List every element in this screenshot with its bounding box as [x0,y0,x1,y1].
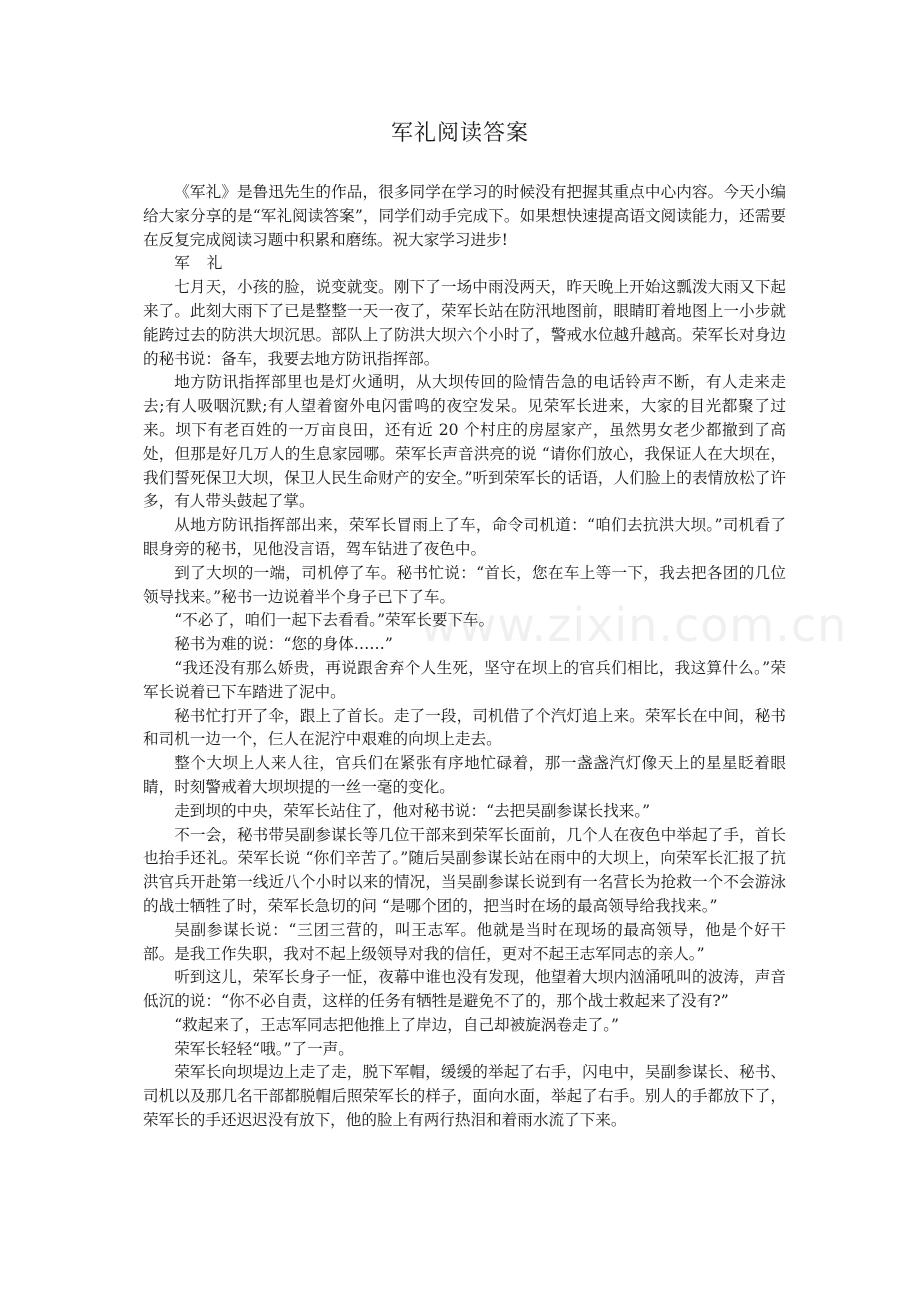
story-paragraph: 地方防讯指挥部里也是灯火通明，从大坝传回的险情告急的电话铃声不断，有人走来走去;有人吸咽沉默;有人望着窗外电闪雷鸣的夜空发呆。见荣军长进来，大家的目光都聚了过来。坝下有老百姓的一万亩良田，还有近 20 个村庄的房屋家产，虽然男女老少都撤到了高处，但那是好几万人的生息家园哪。荣军长声音洪亮的说 “请你们放心，我保证人在大坝在，我们誓死保卫大坝，保卫人民生命财产的安全。”听到荣军长的话语，人们脸上的表情放松了许多，有人带头鼓起了掌。 [143,373,786,511]
story-paragraph: “不必了，咱们一起下去看看。”荣军长要下车。 [174,611,495,630]
document-body [143,181,786,1133]
story-paragraph: 七月天，小孩的脸，说变就变。刚下了一场中雨没两天，昨天晚上开始这瓢泼大雨又下起来了。此刻大雨下了已是整整一天一夜了，荣军长站在防汛地图前，眼睛盯着地图上一小步就能跨过去的防洪大坝沉思。部队上了防洪大坝六个小时了，警戒水位越升越高。荣军长对身边的秘书说：备车，我要去地方防讯指挥部。 [143,278,786,368]
story-paragraph: 整个大坝上人来人往，官兵们在紧张有序地忙碌着，那一盏盏汽灯像天上的星星眨着眼睛，时刻警戒着大坝坝提的一丝一毫的变化。 [143,754,786,796]
story-paragraph: 到了大坝的一端，司机停了车。秘书忙说：“首长，您在车上等一下，我去把各团的几位领导找来。”秘书一边说着半个身子已下了车。 [143,563,786,606]
story-paragraph: “救起来了，王志军同志把他推上了岸边，自己却被旋涡卷走了。” [174,1015,619,1034]
story-paragraph: 荣军长向坝堤边上走了走，脱下军帽，缓缓的举起了右手，闪电中，吴副参谋长、秘书、司机以及那几名干部都脱帽后照荣军长的样子，面向水面，举起了右手。别人的手都放下了，荣军长的手还迟迟没有放下，他的脸上有两行热泪和着雨水流了下来。 [143,1063,786,1130]
story-paragraph: 走到坝的中央，荣军长站住了，他对秘书说：“去把吴副参谋长找来。” [174,801,651,820]
watermark-text: www.zixin.com.cn [420,598,848,652]
story-paragraph: 吴副参谋长说：“三团三营的，叫王志军。他就是当时在现场的最高领导，他是个好干部。是我工作失职，我对不起上级领导对我的信任，更对不起王志军同志的亲人。” [143,920,786,963]
story-paragraph: 荣军长轻轻“哦。”了一声。 [174,1039,354,1058]
story-paragraph: 秘书为难的说：“您的身体……” [174,635,393,654]
story-heading: 军 礼 [174,254,229,273]
story-paragraph: 从地方防讯指挥部出来，荣军长冒雨上了车，命令司机道：“咱们去抗洪大坝。”司机看了眼身旁的秘书，见他没言语，驾车钻进了夜色中。 [143,516,786,558]
story-paragraph: 秘书忙打开了伞，跟上了首长。走了一段，司机借了个汽灯追上来。荣军长在中间，秘书和司机一边一个，仨人在泥泞中艰难的向坝上走去。 [143,706,786,749]
intro-paragraph: 《军礼》是鲁迅先生的作品，很多同学在学习的时候没有把握其重点中心内容。今天小编给大家分享的是“军礼阅读答案”，同学们动手完成下。如果想快速提高语文阅读能力，还需要在反复完成阅读习题中积累和磨练。祝大家学习进步! [143,183,786,249]
story-paragraph: 不一会，秘书带吴副参谋长等几位干部来到荣军长面前，几个人在夜色中举起了手，首长也抬手还礼。荣军长说 “你们辛苦了。”随后吴副参谋长站在雨中的大坝上，向荣军长汇报了抗洪官兵开赴第一线近八个小时以来的情况，当吴副参谋长说到有一名营长为抢救一个不会游泳的战士牺牲了时，荣军长急切的问 “是哪个团的，把当时在场的最高领导给我找来。” [143,825,786,915]
story-paragraph: 听到这儿，荣军长身子一怔，夜幕中谁也没有发现，他望着大坝内汹涌吼叫的波涛，声音低沉的说：“你不必自责，这样的任务有牺牲是避免不了的，那个战士救起来了没有?” [143,968,786,1011]
document-title: 军礼阅读答案 [390,121,529,146]
story-paragraph: “我还没有那么娇贵，再说跟舍弃个人生死，坚守在坝上的官兵们相比，我这算什么。”荣军长说着已下车踏进了泥中。 [143,658,786,701]
